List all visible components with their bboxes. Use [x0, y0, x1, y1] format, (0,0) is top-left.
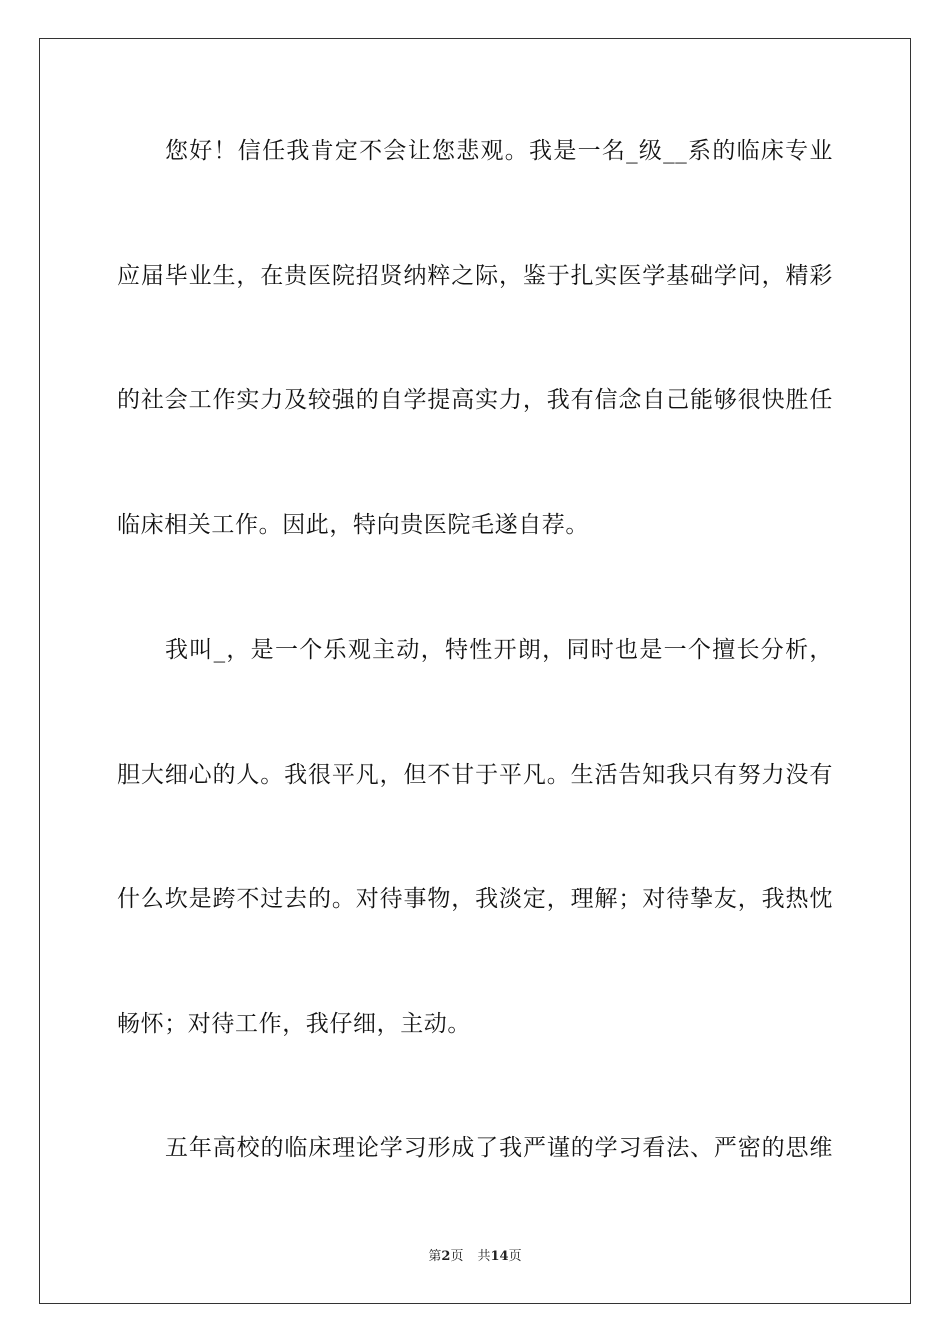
- total-pages: 14: [490, 1249, 509, 1264]
- paragraph-1-line-2: 应届毕业生，在贵医院招贤纳粹之际，鉴于扎实医学基础学问，精彩: [117, 263, 833, 289]
- total-suffix: 页: [508, 1249, 522, 1264]
- paragraph-1-line-1: 您好！信任我肯定不会让您悲观。我是一名_级__系的临床专业: [165, 138, 833, 164]
- paragraph-1-line-3: 的社会工作实力及较强的自学提高实力，我有信念自己能够很快胜任: [117, 387, 833, 413]
- page-suffix: 页: [450, 1249, 464, 1264]
- page-footer: [0, 1248, 950, 1266]
- paragraph-2-line-4: 畅怀；对待工作，我仔细，主动。: [117, 1011, 471, 1037]
- paragraph-3-line-1: 五年高校的临床理论学习形成了我严谨的学习看法、严密的思维: [165, 1135, 833, 1161]
- paragraph-1-line-4: 临床相关工作。因此，特向贵医院毛遂自荐。: [117, 512, 589, 538]
- page-border: [39, 38, 911, 1304]
- page-number: 2: [441, 1249, 451, 1264]
- paragraph-2-line-2: 胆大细心的人。我很平凡，但不甘于平凡。生活告知我只有努力没有: [117, 762, 833, 788]
- paragraph-2-line-3: 什么坎是跨不过去的。对待事物，我淡定，理解；对待挚友，我热忱: [117, 886, 833, 912]
- total-prefix: 共: [477, 1249, 491, 1264]
- paragraph-2-line-1: 我叫_，是一个乐观主动，特性开朗，同时也是一个擅长分析，: [165, 637, 833, 663]
- page-prefix: 第: [428, 1249, 442, 1264]
